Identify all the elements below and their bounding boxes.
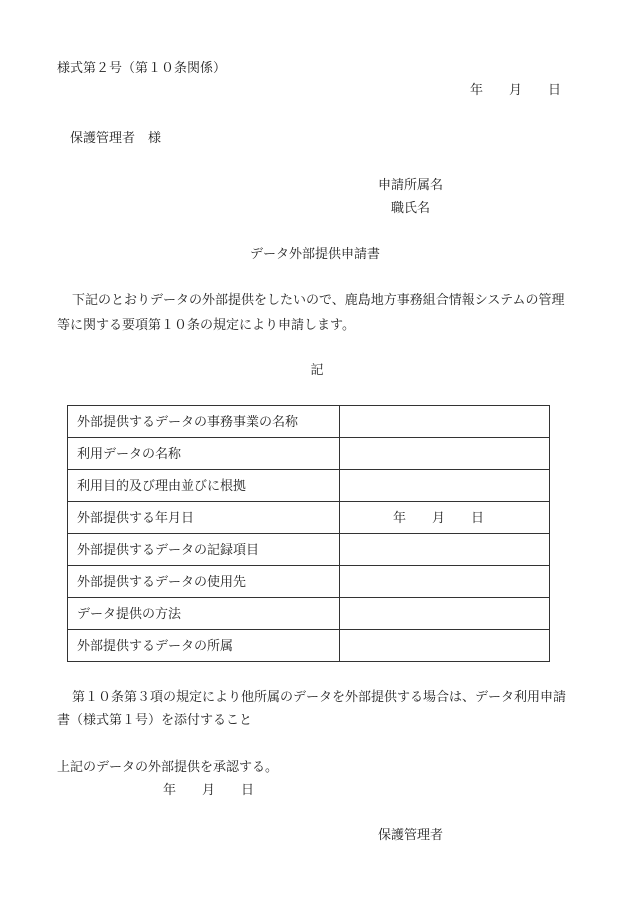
row-value — [340, 598, 550, 630]
note-line-1: 第１０条第３項の規定により他所属のデータを外部提供する場合は、データ利用申請 — [72, 689, 567, 704]
applicant-dept-label: 申請所属名 — [378, 177, 444, 192]
form-number: 様式第２号（第１０条関係） — [57, 60, 227, 75]
intro-line-2: 等に関する要項第１０条の規定により申請します。 — [57, 317, 355, 332]
note-line-2: 書（様式第１号）を添付すること — [57, 712, 253, 727]
row-label: データ提供の方法 — [68, 598, 340, 630]
table-row — [68, 566, 550, 598]
table-row — [68, 502, 550, 534]
row-value — [340, 438, 550, 470]
approval-text: 上記のデータの外部提供を承認する。 — [57, 759, 279, 774]
addressee: 保護管理者 様 — [70, 130, 162, 145]
table-row — [68, 534, 550, 566]
application-table — [67, 405, 550, 662]
row-label: 外部提供するデータの事務事業の名称 — [68, 406, 340, 438]
row-value-date: 年 月 日 — [340, 502, 550, 534]
row-label: 外部提供するデータの記録項目 — [68, 534, 340, 566]
table-row — [68, 406, 550, 438]
table-row — [68, 598, 550, 630]
intro-line-1: 下記のとおりデータの外部提供をしたいので、鹿島地方事務組合情報システムの管理 — [72, 292, 565, 307]
document-title: データ外部提供申請書 — [249, 246, 380, 261]
header-date: 年 月 日 — [470, 82, 562, 97]
row-value — [340, 566, 550, 598]
row-label: 利用データの名称 — [68, 438, 340, 470]
row-label: 外部提供するデータの所属 — [68, 630, 340, 662]
row-value — [340, 470, 550, 502]
row-value — [340, 534, 550, 566]
table-row — [68, 470, 550, 502]
row-label: 利用目的及び理由並びに根拠 — [68, 470, 340, 502]
table-row — [68, 630, 550, 662]
row-label: 外部提供する年月日 — [68, 502, 340, 534]
ki-heading: 記 — [310, 362, 324, 377]
row-value — [340, 406, 550, 438]
approval-date: 年 月 日 — [163, 782, 255, 797]
table-row — [68, 438, 550, 470]
applicant-name-label: 職氏名 — [391, 200, 431, 215]
row-label: 外部提供するデータの使用先 — [68, 566, 340, 598]
row-value — [340, 630, 550, 662]
approver-label: 保護管理者 — [378, 827, 444, 842]
